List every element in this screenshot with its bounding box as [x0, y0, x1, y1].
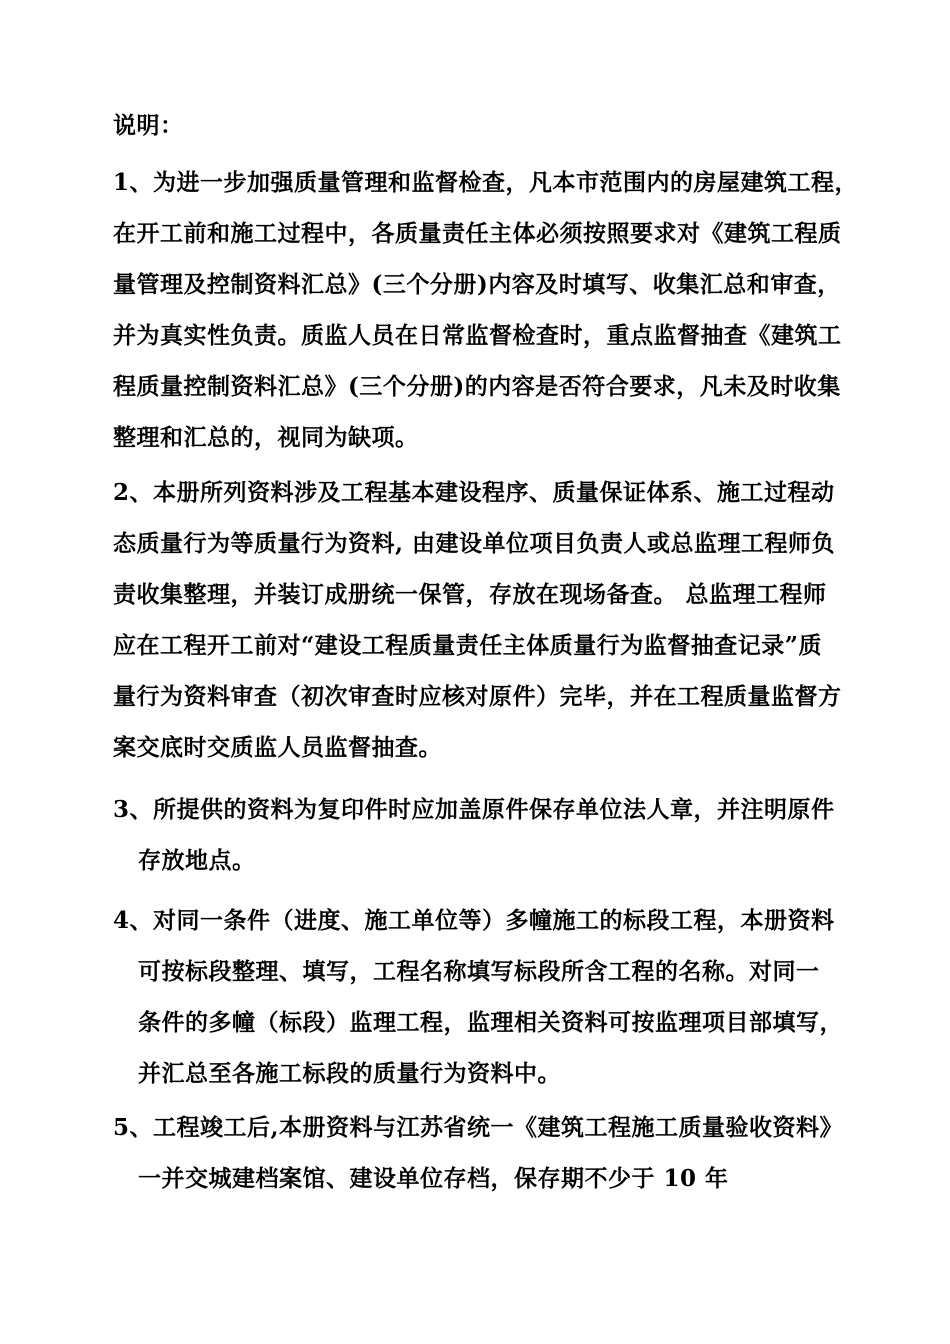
- note-item-2-line-5: 量行为资料审查（初次审查时应核对原件）完毕，并在工程质量监督方: [113, 683, 842, 710]
- note-item-3-line-2: 存放地点。: [138, 847, 256, 874]
- note-item-1-line-3: 量管理及控制资料汇总》(三个分册)内容及时填写、收集汇总和审查，: [113, 271, 841, 298]
- note-item-4-line-2: 可按标段整理、填写，工程名称填写标段所含工程的名称。对同一: [138, 958, 820, 985]
- note-item-1-line-5: 程质量控制资料汇总》(三个分册)的内容是否符合要求，凡未及时收集: [113, 373, 841, 400]
- heading: 说明：: [113, 112, 184, 139]
- note-item-1-line-6: 整理和汇总的，视同为缺项。: [113, 424, 419, 451]
- note-item-4-line-3: 条件的多幢（标段）监理工程，监理相关资料可按监理项目部填写，: [138, 1009, 843, 1036]
- note-item-3-line-1: 3、所提供的资料为复印件时应加盖原件保存单位法人章，并注明原件: [113, 796, 835, 823]
- note-item-4-line-4: 并汇总至各施工标段的质量行为资料中。: [138, 1060, 561, 1087]
- note-item-1-line-4: 并为真实性负责。质监人员在日常监督检查时，重点监督抽查《建筑工: [113, 322, 842, 349]
- note-item-1-line-2: 在开工前和施工过程中，各质量责任主体必须按照要求对《建筑工程质: [113, 220, 842, 247]
- note-item-1-line-1: 1、为进一步加强质量管理和监督检查，凡本市范围内的房屋建筑工程，: [113, 169, 859, 196]
- note-item-2-line-1: 2、本册所列资料涉及工程基本建设程序、质量保证体系、施工过程动: [113, 479, 835, 506]
- note-item-2-line-2: 态质量行为等质量行为资料, 由建设单位项目负责人或总监理工程师负: [113, 530, 836, 557]
- note-item-4-line-1: 4、对同一条件（进度、施工单位等）多幢施工的标段工程，本册资料: [113, 907, 835, 934]
- note-item-2-line-6: 案交底时交质监人员监督抽查。: [113, 734, 442, 761]
- note-item-2-line-4: 应在工程开工前对“建设工程质量责任主体质量行为监督抽查记录”质: [113, 632, 822, 659]
- note-item-5-line-2: 一并交城建档案馆、建设单位存档，保存期不少于 10 年: [138, 1165, 729, 1192]
- note-item-5-line-1: 5、工程竣工后,本册资料与江苏省统一《建筑工程施工质量验收资料》: [113, 1114, 844, 1141]
- note-item-2-line-3: 责收集整理，并装订成册统一保管，存放在现场备查。 总监理工程师: [113, 581, 827, 608]
